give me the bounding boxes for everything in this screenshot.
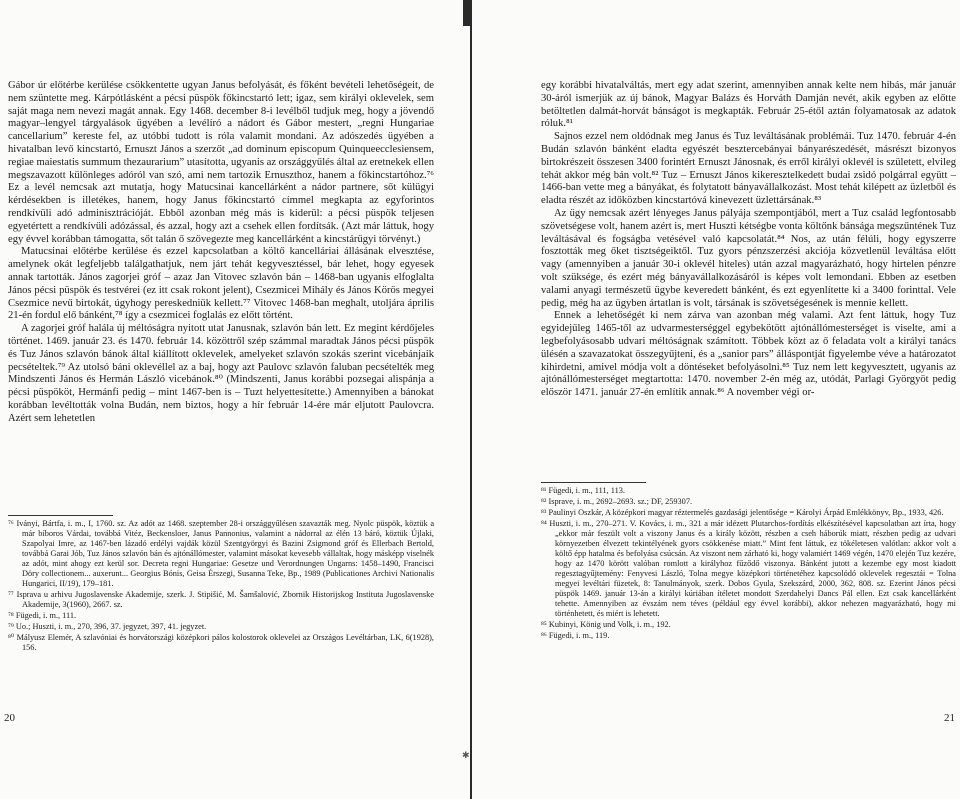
right-paragraph-1: egy korábbi hivatalváltás, mert egy adat szerint, amennyiben annak kelte nem hibás, már január 30-áról ismerjük az új bánok, Magyar Balázs és Horváth Damján nevét, akik egyben az előtte betöltetlen dalmát-horvát bánságot is megkapták. Február 25-étől aztán folyamatosak az adatok róluk.⁸¹	[541, 80, 956, 130]
footnote-79: ⁷⁹ Uo.; Huszti, i. m., 270, 396, 37. jegyzet, 397, 41. jegyzet.	[8, 622, 207, 631]
footnote-81: ⁸¹ Fügedi, i. m., 111, 113.	[541, 486, 625, 495]
left-footnotes	[8, 519, 434, 654]
right-footnotes	[541, 486, 956, 642]
left-page-body	[8, 80, 434, 426]
right-paragraph-4: Ennek a lehetőségét ki nem zárva van azonban még valami. Azt fent láttuk, hogy Tuz egyidejűleg 1465-től az udvarmesterséggel egybekötött ajtónállómesterséget is viselte, ami a legbefolyásosabb udvari méltóságnak számított. Többek közt az ő feladata volt a királyi tanács ülésén a szavazatokat összegyűjteni, és a „sanior pars” álláspontját figyelembe véve a határozatot kihirdetni, amivel módja volt a döntéseket befolyásolni.⁸⁵ Tuz nem lett kegyvesztett, ugyanis az ajtónállómesterséget megtartotta: 1470. november 2-én még az, utódát, Parlagi Györgyöt pedig először 1471. január 27-én említik annak.⁸⁶ A november végi or-	[541, 310, 956, 399]
footnote-86: ⁸⁶ Fügedi, i. m., 119.	[541, 631, 610, 640]
right-page-body	[541, 80, 956, 400]
left-paragraph-3: A zagorjei gróf halála új méltóságra nyitott utat Janusnak, szlavón bán lett. Ez megint kérdőjeles történet. 1469. január 23. és 1470. február 14. közöttről szép számmal maradtak János pécsi püspök és Tuz János szlavón bánok által kiállított oklevelek, amelyeket szlavón szokás szerint vicebánjaik pecsételtek.⁷⁹ Az utolsó báni oklevéllel az a baj, hogy azt Paulovc szlavón faluban pecsételték meg Mindszenti János és Hermán László vicebánok.⁸⁰ (Mindszenti, Janus korábbi pozsegai alispánja a pécsi püspököt, Hermánfi pedig – mint 1467-ben is – Tuzt helyettesítette.) Amennyiben a bánokat korábban levéltották volna Budán, nem biztos, hogy a hír február 14-ére már eljutott Paulovcra. Azért sem lehetetlen	[8, 323, 434, 424]
footnote-82: ⁸² Isprave, i. m., 2692–2693. sz.; DF, 259307.	[541, 497, 693, 506]
footnote-78: ⁷⁸ Fügedi, i. m., 111.	[8, 611, 77, 620]
footnote-80: ⁸⁰ Mályusz Elemér, A szlavóniai és horvátországi középkori pálos kolostorok oklevelei az Országos Levéltárban, LK, 6(1928), 156.	[8, 633, 434, 652]
footnote-77: ⁷⁷ Isprava u arhivu Jugoslavenske Akademije, szerk. J. Stipišić, M. Šamšalović, Zbornik Historijskog Instituta Jugoslavenske Akademije, 3(1960), 2667. sz.	[8, 590, 434, 609]
footnote-83: ⁸³ Paulinyi Oszkár, A középkori magyar réztermelés gazdasági jelentősége = Károlyi Árpád Emlékkönyv, Bp., 1933, 426.	[541, 508, 944, 517]
book-gutter	[470, 0, 472, 799]
left-paragraph-2: Matucsinai előtérbe kerülése és ezzel kapcsolatban a költő kancelláriai állásának elvesztése, amelynek okát legfeljebb találgathatjuk, nem járt tehát kegyvesztéssel, bár lehet, hogy egyesek annak tartották. János zagorjei gróf – azaz Jan Vitovec szlavón bán – 1468-ban ugyanis elfoglalta János pécsi püspök és testvérei (ez itt csak rokont jelent), Csezmicei Mihály és János Körös megyei Csezmice nevű birtokát, úgyhogy pereskedniük kellett.⁷⁷ Vitovec 1468-ban meghalt, utoljára április 21-én fordul elő bánként,⁷⁸ így a csezmicei foglalás ez előtt történt.	[8, 246, 434, 322]
right-paragraph-3: Az ügy nemcsak azért lényeges Janus pályája szempontjából, mert a Tuz család legfontosabb szövetségese volt, hanem azért is, mert Huszti kétségbe vonta költőnk bánsága megszűntének Tuz leváltásával és fogságba vetésével való kapcsolatát.⁸⁴ Nos, az után félúli, hogy egyszerre fosztották meg őket tisztségeiktől. Tuz gyors pénzszerzési akciója közvetlenül leváltása előtt vagy (amennyiben a január 30-i oklevél hiteles) után azzal magyarázható, hogy hirtelen pénzre volt szüksége, és ezért még bányavállalkozásáról is képes volt lemondani. Ebben az esetben valami anyagi természetű ügybe keveredett bánként, és ezt egyenlítette ki a 3400 forinttal. Vele pedig, még ha az ügyben ártatlan is volt, társának is szövetségesének is mennie kellett.	[541, 207, 956, 309]
right-page-number: 21	[944, 712, 955, 724]
right-footnote-rule	[541, 482, 646, 483]
footnote-85: ⁸⁵ Kubinyi, König und Volk, i. m., 192.	[541, 620, 671, 629]
scan-mark-icon: ✱	[462, 750, 470, 760]
left-paragraph-1: Gábor úr előtérbe kerülése csökkentette ugyan Janus befolyását, és főként bevételi lehetőségeit, de nem szüntette meg. Kárpótlásként a pécsi püspök főkincstartó lett; igaz, sem királyi oklevelek, sem saját maga nem nevezi magát annak. Egy 1468. december 8-i levélből tudjuk meg, hogy a jövendő magyar–lengyel tárgyalások ügyében a levélíró a nádort és Gábor mestert, „regni Hungariae cancellarium” kereste fel, az utóbbi tudott is róla valamit mondani. Az adószedés ügyében a hivatalban levő kincstartó, Ernuszt János a szerzőt „ad dominum episcopum Quinqueecclesiensem, regiae maiestatis summum thezaurarium” utasította, ugyanis az országgyűlés által az eretnekek ellen megszavazott különleges adóról van szó, ami nem tartozik Ernuszthoz, hanem a főkincstartóhoz.⁷⁶ Ez a levél nemcsak azt mutatja, hogy Matucsinai kancellárként a nádor partnere, sőt külügyi kérdésekben is illetékes, hanem, hogy Janus főkincstartó címmel megkapta az egyforintos rendkívüli adó adminisztrációját. Ebből azonban még más is kiderül: a pécsi püspök teljesen egyetértett a rendkívüli adózással, és azzal, hogy azt a csehek ellen fordítsák. (Azt már láttuk, hogy egy évvel korábban támogatta, sőt talán ő szövegezte meg kancellárként a kincstárügyi törvényt.)	[8, 80, 434, 245]
footnote-84: ⁸⁴ Huszti, i. m., 270–271. V. Kovács, i. m., 321 a már idézett Plutarchos-fordítás elkészítésével kapcsolatban azt írta, hogy „ekkor már feszült volt a viszony Janus és a király között, részben a cseh háborúk miatt, részben pedig az udvari környezetben élvezett tekintélyének gyors csökkenése miatt.” Mint fent láttuk, ez tökéletesen valótlan: akkor volt a költő épp hatalma és befolyása csúcsán. Az viszont nem zárható ki, hogy valamiért 1469 végén, 1470 elején Tuz kezére, hogy az 1470 körött valóban romlott a királyhoz fűződő viszonya. Bánként jutott a kezembe egy most kiadott regesztagyűjtemény: Fenyvesi László, Tolna megye középkori történetéhez kapcsolódó oklevelek regesztái = Tolna megyei levéltári füzetek, 8: Tanulmányok, szerk. Dobos Gyula, Szekszárd, 2000, 362, 808. sz. Ezerint János pécsi püspök 1469. január 13-án a királyi kúriában ítéletet mondott Szerdahelyi Dancs Pál ellen. Ezt csak kancellárként tehette. Amennyiben az évszám nem téves (például egy évvel korábbi), akkor nehezen magyarázható, hogy mi történhetett, és miért is lehetett.	[541, 519, 956, 618]
left-page-number: 20	[4, 712, 15, 724]
left-footnote-rule	[8, 515, 113, 516]
footnote-76: ⁷⁶ Iványi, Bártfa, i. m., I, 1760. sz. Az adót az 1468. szeptember 28-i országgyűlésen szavazták meg. Nyolc püspök, köztük a már bíboros Várdai, továbbá Vitéz, Beckensloer, Janus Pannonius, valamint a nádorral az élén 13 báró, köztük Újlaki, Szapolyai Imre, az 1467-ben lázadó erdélyi vajdák közül Szentgyörgyi és Bazini Zsigmond gróf és Ellerbach Bertold, továbbá Garai Jób, Tuz János szlavón bán és ajtónállómester, valamint másokat kevesebb vállaltak, hogy másképp viselnék az adót, mint ahogy ezt kerül sor. Decreta regni Hungariae: Gesetze und Verordnungen Ungarns: 1458–1490, Francisci Döry collectionem... auxerunt... Georgius Bónis, Geisa Érszegi, Susanna Teke, Bp., 1989 (Publicationes Archivi Nationalis Hungarici, II/19), 179–181.	[8, 519, 434, 588]
right-paragraph-2: Sajnos ezzel nem oldódnak meg Janus és Tuz leváltásának problémái. Tuz 1470. február 4-én Budán szlavón bánként eladta egyészét besztercebányai bányarészedését, másrészt bizonyos birtokrészeit összesen 3400 forintért Ernuszt Jánosnak, és erről királyi oklevél is született, elvileg tehát akkor még bán volt.⁸² Tuz – Ernuszt János kikeresztelkedett budai zsidó polgárral együtt – 1466-ban vette meg a bányákat, és folytatott bányavállalkozást. Most tehát kilépett az üzletből és eladta részét az időközben kincstartóvá kinevezett üzlettársának.⁸³	[541, 131, 956, 207]
